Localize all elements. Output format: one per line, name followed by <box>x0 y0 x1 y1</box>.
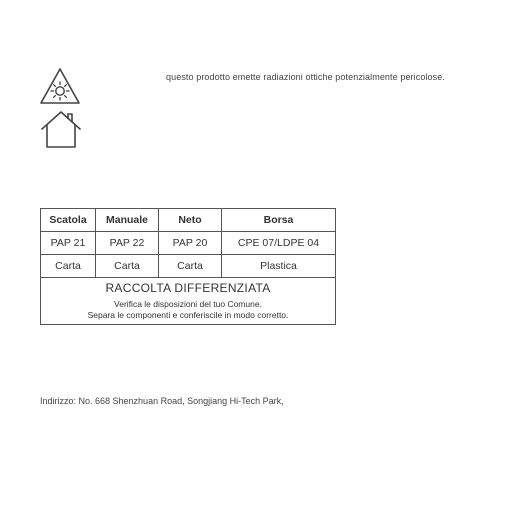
header-scatola: Scatola <box>41 209 96 232</box>
material-scatola: Carta <box>41 255 96 278</box>
code-scatola: PAP 21 <box>41 232 96 255</box>
table-row-codes <box>41 232 336 255</box>
table-row-materials <box>41 255 336 278</box>
header-neto: Neto <box>159 209 222 232</box>
disposal-note <box>41 297 336 325</box>
code-manuale: PAP 22 <box>96 232 159 255</box>
address-text: Indirizzo: No. 668 Shenzhuan Road, Songjiang Hi-Tech Park, <box>40 396 284 406</box>
header-borsa: Borsa <box>222 209 336 232</box>
table-header-row <box>41 209 336 232</box>
material-manuale: Carta <box>96 255 159 278</box>
optical-radiation-warning-icon <box>39 67 81 105</box>
optical-radiation-warning-text: questo prodotto emette radiazioni ottiche potenzialmente pericolose. <box>166 72 445 82</box>
code-borsa: CPE 07/LDPE 04 <box>222 232 336 255</box>
table-title-row <box>41 278 336 298</box>
disposal-note-line-1: Verifica le disposizioni del tuo Comune. <box>114 299 262 309</box>
house-icon <box>40 110 82 150</box>
recycling-table <box>40 208 336 325</box>
table-note-row <box>41 297 336 325</box>
code-neto: PAP 20 <box>159 232 222 255</box>
disposal-note-line-2: Separa le componenti e conferiscile in modo corretto. <box>87 310 289 320</box>
material-borsa: Plastica <box>222 255 336 278</box>
material-neto: Carta <box>159 255 222 278</box>
header-manuale: Manuale <box>96 209 159 232</box>
raccolta-differenziata-title: RACCOLTA DIFFERENZIATA <box>41 278 336 298</box>
